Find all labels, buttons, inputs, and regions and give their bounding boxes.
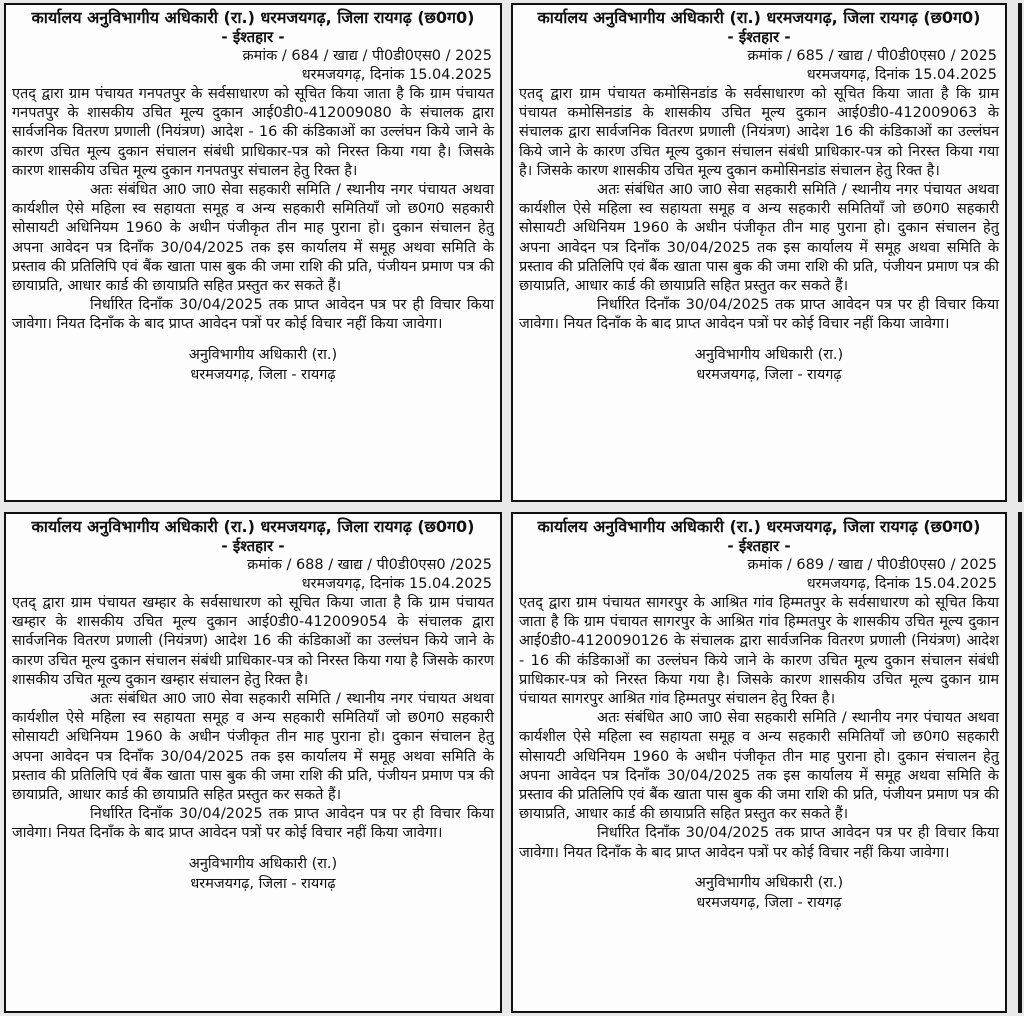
notice-paragraph-3: निर्धारित दिनाँक 30/04/2025 तक प्राप्त आवेदन पत्र पर ही विचार किया जावेगा। नियत दिनाँक के बाद प्राप्त आवेदन पत्रों पर कोई विचार नहीं किया जावेगा।: [12, 297, 494, 333]
signature-title: अनुविभागीय अधिकारी (रा.): [694, 346, 844, 363]
adjacent-column-border: [1018, 3, 1022, 502]
notice-paragraph-3: निर्धारित दिनाँक 30/04/2025 तक प्राप्त आवेदन पत्र पर ही विचार किया जावेगा। नियत दिनाँक के बाद प्राप्त आवेदन पत्रों पर कोई विचार नहीं किया जावेगा।: [12, 806, 494, 842]
notice-subheading: - ईश्तहार -: [727, 537, 791, 555]
signature-block: [519, 345, 999, 385]
signature-place: धरमजयगढ़, जिला - रायगढ़: [190, 875, 336, 892]
notice-689: [511, 512, 1007, 1013]
notice-subheading: - ईश्तहार -: [221, 537, 285, 555]
signature-block: [12, 345, 494, 385]
notice-paragraph-2: अतः संबंधित आ0 जा0 सेवा सहकारी समिति / स्थानीय नगर पंचायत अथवा कार्यशील ऐसे महिला स्व सहायता समूह व अन्य सहकारी समितियाँ जो छ0ग0 सहकारी सोसायटी अधिनियम 1960 के अधीन पंजीकृत तीन माह पुराना हो। दुकान संचालन हेतु अपना आवेदन पत्र दिनाँक 30/04/2025 तक इस कार्यालय में समूह अथवा समिति के प्रस्ताव की प्रतिलिपि एवं बैंक खाता पास बुक की जमा राशि की प्रति, पंजीयन प्रमाण पत्र की छायाप्रति, आधार कार्ड की छायाप्रति सहित प्रस्तुत कर सकते हैं।: [12, 691, 494, 804]
notice-paragraph-3: निर्धारित दिनाँक 30/04/2025 तक प्राप्त आवेदन पत्र पर ही विचार किया जावेगा। नियत दिनाँक के बाद प्राप्त आवेदन पत्रों पर कोई विचार नहीं किया जावेगा।: [519, 825, 999, 861]
notice-688: [4, 512, 502, 1013]
notice-reference: क्रमांक / 689 / खाद्य / पी0डी0एस0 / 2025: [747, 557, 997, 573]
notice-subheading: - ईश्तहार -: [221, 28, 285, 46]
notice-date: धरमजयगढ़, दिनांक 15.04.2025: [806, 576, 997, 592]
notice-paragraph-2: अतः संबंधित आ0 जा0 सेवा सहकारी समिति / स्थानीय नगर पंचायत अथवा कार्यशील ऐसे महिला स्व सहायता समूह व अन्य सहकारी समितियाँ जो छ0ग0 सहकारी सोसायटी अधिनियम 1960 के अधीन पंजीकृत तीन माह पुराना हो। दुकान संचालन हेतु अपना आवेदन पत्र दिनाँक 30/04/2025 तक इस कार्यालय में समूह अथवा समिति के प्रस्ताव की प्रतिलिपि एवं बैंक खाता पास बुक की जमा राशि की प्रति, पंजीयन प्रमाण पत्र की छायाप्रति, आधार कार्ड की छायाप्रति सहित प्रस्तुत कर सकते हैं।: [12, 182, 494, 295]
signature-place: धरमजयगढ़, जिला - रायगढ़: [696, 894, 842, 911]
signature-block: [519, 873, 999, 913]
notice-paragraph-3: निर्धारित दिनाँक 30/04/2025 तक प्राप्त आवेदन पत्र पर ही विचार किया जावेगा। नियत दिनाँक के बाद प्राप्त आवेदन पत्रों पर कोई विचार नहीं किया जावेगा।: [519, 297, 999, 333]
notice-heading: कार्यालय अनुविभागीय अधिकारी (रा.) धरमजयगढ़, जिला रायगढ़ (छ0ग0): [31, 8, 475, 27]
notice-685: [511, 3, 1007, 502]
signature-title: अनुविभागीय अधिकारी (रा.): [188, 346, 338, 363]
signature-title: अनुविभागीय अधिकारी (रा.): [694, 874, 844, 891]
notice-date: धरमजयगढ़, दिनांक 15.04.2025: [806, 67, 997, 83]
notice-reference: क्रमांक / 684 / खाद्य / पी0डी0एस0 / 2025: [242, 48, 492, 64]
signature-block: [12, 854, 494, 894]
notice-paragraph-1: एतद् द्वारा ग्राम पंचायत खम्हार के सर्वसाधारण को सूचित किया जाता है कि ग्राम पंचायत खम्हार के शासकीय उचित मूल्य दुकान आई0डी0-412009054 के संचालक द्वारा सार्वजनिक वितरण प्रणाली (नियंत्रण) आदेश 16 की कंडिकाओं का उल्लंघन किये जाने के कारण उचित मूल्य दुकान संचालन संबंधी प्राधिकार-पत्र को निरस्त किया गया है जिसके कारण शासकीय उचित मूल्य दुकान खम्हार संचालन हेतु रिक्त है।: [12, 595, 494, 688]
notice-heading: कार्यालय अनुविभागीय अधिकारी (रा.) धरमजयगढ़, जिला रायगढ़ (छ0ग0): [537, 517, 981, 536]
adjacent-column-border: [1018, 512, 1022, 1013]
signature-place: धरमजयगढ़, जिला - रायगढ़: [190, 366, 336, 383]
notice-paragraph-1: एतद् द्वारा ग्राम पंचायत गनपतपुर के सर्वसाधारण को सूचित किया जाता है कि ग्राम पंचायत गनपतपुर के शासकीय उचित मूल्य दुकान आई0डी0-412009080 के संचालक द्वारा सार्वजनिक वितरण प्रणाली (नियंत्रण) आदेश - 16 की कंडिकाओं का उल्लंघन किये जाने के कारण उचित मूल्य दुकान संचालन संबंधी प्राधिकार-पत्र को निरस्त किया गया है। जिसके कारण शासकीय उचित मूल्य दुकान गनपतपुर संचालन हेतु रिक्त है।: [12, 86, 494, 179]
notice-date: धरमजयगढ़, दिनांक 15.04.2025: [301, 67, 492, 83]
signature-title: अनुविभागीय अधिकारी (रा.): [188, 855, 338, 872]
notice-paragraph-1: एतद् द्वारा ग्राम पंचायत सागरपुर के आश्रित गांव हिम्मतपुर के सर्वसाधारण को सूचित किया जाता है कि ग्राम पंचायत सागरपुर के आश्रित गांव हिम्मतपुर के शासकीय उचित मूल्य दुकान आई0डी0-4120090126 के संचालक द्वारा सार्वजनिक वितरण प्रणाली (नियंत्रण) आदेश - 16 की कंडिकाओं का उल्लंघन किये जाने के कारण उचित मूल्य दुकान संचालन संबंधी प्राधिकार-पत्र को निरस्त किया गया है। जिसके कारण शासकीय उचित मूल्य दुकान ग्राम पंचायत सागरपुर आश्रित गांव हिम्मतपुर संचालन हेतु रिक्त है।: [519, 595, 999, 708]
signature-place: धरमजयगढ़, जिला - रायगढ़: [696, 366, 842, 383]
notice-heading: कार्यालय अनुविभागीय अधिकारी (रा.) धरमजयगढ़, जिला रायगढ़ (छ0ग0): [31, 517, 475, 536]
notice-paragraph-2: अतः संबंधित आ0 जा0 सेवा सहकारी समिति / स्थानीय नगर पंचायत अथवा कार्यशील ऐसे महिला स्व सहायता समूह व अन्य सहकारी समितियाँ जो छ0ग0 सहकारी सोसायटी अधिनियम 1960 के अधीन पंजीकृत तीन माह पुराना हो। दुकान संचालन हेतु अपना आवेदन पत्र दिनाँक 30/04/2025 तक इस कार्यालय में समूह अथवा समिति के प्रस्ताव की प्रतिलिपि एवं बैंक खाता पास बुक की जमा राशि की प्रति, पंजीयन प्रमाण पत्र की छायाप्रति, आधार कार्ड की छायाप्रति सहित प्रस्तुत कर सकते हैं।: [519, 710, 999, 823]
notice-date: धरमजयगढ़, दिनांक 15.04.2025: [301, 576, 492, 592]
notice-684: [4, 3, 502, 502]
notice-paragraph-1: एतद् द्वारा ग्राम पंचायत कमोसिनडांड के सर्वसाधारण को सूचित किया जाता है कि ग्राम पंचायत कमोसिनडांड के शासकीय उचित मूल्य दुकान आई0डी0-412009063 के संचालक द्वारा सार्वजनिक वितरण प्रणाली (नियंत्रण) आदेश 16 की कंडिकाओं का उल्लंघन किये जाने के कारण उचित मूल्य दुकान संचालन संबंधी प्राधिकार-पत्र को निरस्त किया गया है। जिसके कारण शासकीय उचित मूल्य दुकान कमोसिनडांड संचालन हेतु रिक्त है।: [519, 86, 999, 179]
notice-subheading: - ईश्तहार -: [727, 28, 791, 46]
notice-paragraph-2: अतः संबंधित आ0 जा0 सेवा सहकारी समिति / स्थानीय नगर पंचायत अथवा कार्यशील ऐसे महिला स्व सहायता समूह व अन्य सहकारी समितियाँ जो छ0ग0 सहकारी सोसायटी अधिनियम 1960 के अधीन पंजीकृत तीन माह पुराना हो। दुकान संचालन हेतु अपना आवेदन पत्र दिनाँक 30/04/2025 तक इस कार्यालय में समूह अथवा समिति के प्रस्ताव की प्रतिलिपि एवं बैंक खाता पास बुक की जमा राशि की प्रति, पंजीयन प्रमाण पत्र की छायाप्रति, आधार कार्ड की छायाप्रति सहित प्रस्तुत कर सकते हैं।: [519, 182, 999, 295]
notice-heading: कार्यालय अनुविभागीय अधिकारी (रा.) धरमजयगढ़, जिला रायगढ़ (छ0ग0): [537, 8, 981, 27]
notice-reference: क्रमांक / 685 / खाद्य / पी0डी0एस0 / 2025: [747, 48, 997, 64]
notice-reference: क्रमांक / 688 / खाद्य / पी0डी0एस0 /2025: [247, 557, 492, 573]
